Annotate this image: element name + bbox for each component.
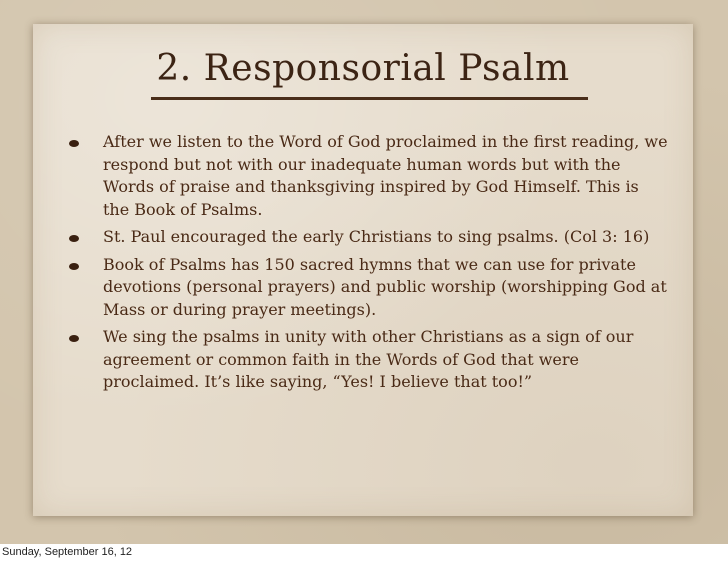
bullet-item [69, 254, 669, 322]
bullet-item [69, 326, 669, 394]
content-card [33, 24, 693, 516]
bullet-point-icon [69, 140, 79, 147]
bullet-list [69, 131, 669, 399]
bullet-point-icon [69, 263, 79, 270]
footer-date: Sunday, September 16, 12 [2, 546, 133, 558]
bullet-point-icon [69, 235, 79, 242]
bullet-text: We sing the psalms in unity with other Christians as a sign of our agreement or common faith in the Words of God that were proclaimed. It’s like saying, “Yes! I believe that too!” [103, 327, 634, 391]
bullet-item [69, 226, 669, 249]
bullet-text: St. Paul encouraged the early Christians to sing psalms. (Col 3: 16) [103, 227, 650, 246]
title-underline [151, 97, 588, 100]
slide-title-container [33, 44, 693, 94]
bullet-point-icon [69, 335, 79, 342]
bullet-item [69, 131, 669, 221]
bullet-text: Book of Psalms has 150 sacred hymns that we can use for private devotions (personal prayers) and public worship (worshipping God at Mass or during prayer meetings). [103, 254, 667, 319]
slide-title: 2. Responsorial Psalm [156, 48, 570, 89]
bullet-text: After we listen to the Word of God proclaimed in the first reading, we respond but not with our inadequate human words but with the Words of praise and thanksgiving inspired by God Himself. This is the Book of Psalms. [103, 132, 668, 219]
